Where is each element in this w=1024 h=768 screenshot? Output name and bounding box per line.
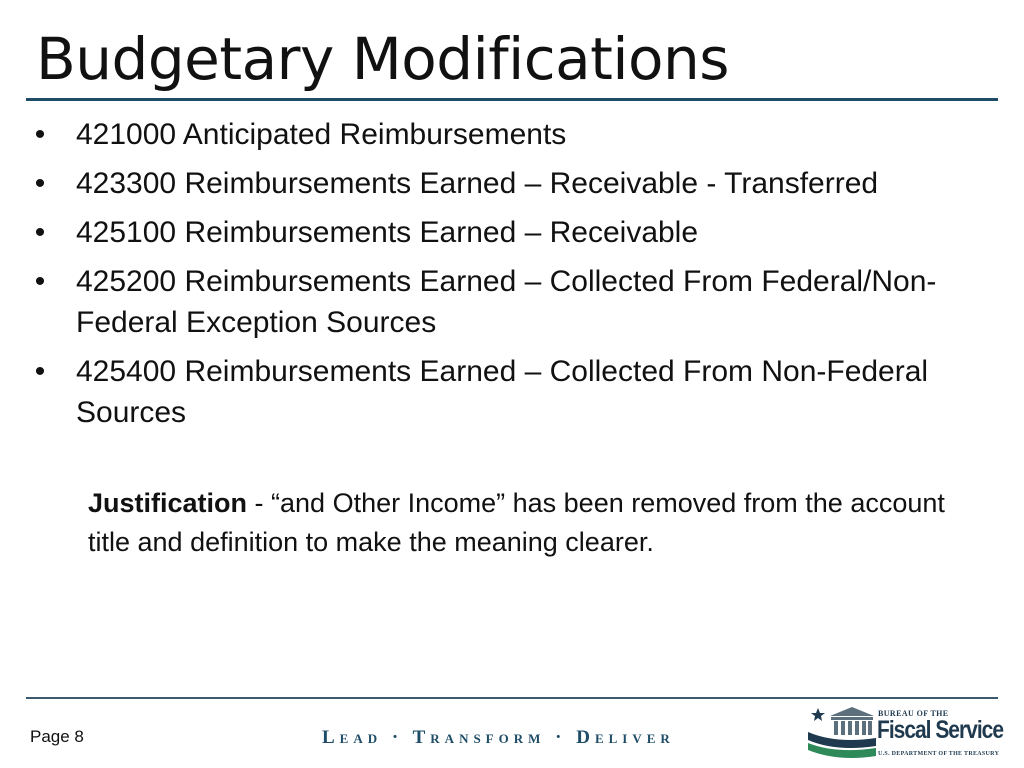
logo-department: U.S. DEPARTMENT OF THE TREASURY <box>878 751 1000 757</box>
list-item-text: 421000 Anticipated Reimbursements <box>76 118 567 151</box>
slide-title: Budgetary Modifications <box>36 25 729 93</box>
list-item-text: 425400 Reimbursements Earned – Collected From Non-Federal Sources <box>76 355 929 429</box>
list-item-text: 423300 Reimbursements Earned – Receivable - Transferred <box>76 167 879 200</box>
logo-kicker: BUREAU OF THE <box>878 709 949 718</box>
footer-tagline: Lead · Transform · Deliver <box>322 727 675 748</box>
justification-label: Justification <box>88 488 248 518</box>
logo-name: Fiscal Service <box>877 716 1003 744</box>
bullet-list <box>30 114 1010 441</box>
list-item-text: 425100 Reimbursements Earned – Receivable <box>76 216 699 249</box>
bullet-icon: • <box>34 355 46 388</box>
treasury-building-logo-icon <box>806 702 878 762</box>
bullet-icon: • <box>34 167 46 200</box>
fiscal-service-logo <box>806 702 1002 762</box>
title-divider <box>26 98 998 101</box>
bullet-icon: • <box>34 118 46 151</box>
footer-divider <box>26 697 998 699</box>
list-item <box>30 351 1010 433</box>
list-item <box>30 261 1010 343</box>
list-item <box>30 114 1010 155</box>
justification-text: - “and Other Income” has been removed from the account title and definition to make the meaning clearer. <box>88 488 945 557</box>
list-item <box>30 212 1010 253</box>
page-number: Page 8 <box>30 727 84 746</box>
list-item-text: 425200 Reimbursements Earned – Collected From Federal/Non-Federal Exception Sources <box>76 265 937 339</box>
list-item <box>30 163 1010 204</box>
justification-paragraph <box>88 484 988 562</box>
bullet-icon: • <box>34 265 46 298</box>
bullet-icon: • <box>34 216 46 249</box>
